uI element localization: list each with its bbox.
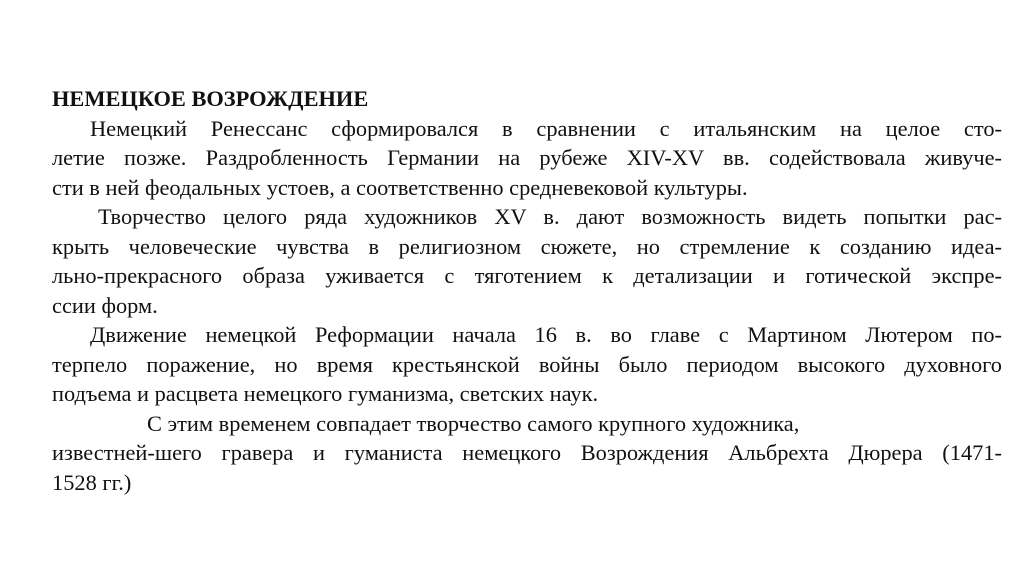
- paragraph-line: летие позже. Раздробленность Германии на рубеже XIV-XV вв. содействовала живуче-: [52, 145, 1002, 170]
- paragraph-line: терпело поражение, но время крестьянской войны было периодом высокого духовного: [52, 351, 1002, 377]
- paragraph-line: Движение немецкой Реформации начала 16 в. во главе с Мартином Лютером по-: [90, 322, 1002, 347]
- paragraph-line: льно-прекрасного образа уживается с тяготением к детализации и готической экспре-: [52, 263, 1002, 288]
- paragraph-line: подъема и расцвета немецкого гуманизма, светских наук.: [52, 381, 599, 406]
- paragraph-line: сти в ней феодальных устоев, а соответственно средневековой культуры.: [52, 174, 748, 200]
- paragraph-line: ссии форм.: [52, 292, 158, 318]
- paragraph-1: [52, 114, 1002, 203]
- section-heading: НЕМЕЦКОЕ ВОЗРОЖДЕНИЕ: [52, 86, 369, 111]
- paragraph-line: известней-шего гравера и гуманиста немецкого Возрождения Альбрехта Дюрера (1471-: [52, 440, 1002, 465]
- paragraph-line: Немецкий Ренессанс сформировался в сравнении с итальянским на целое сто-: [90, 115, 1002, 141]
- paragraph-3: [52, 320, 1002, 409]
- slide-text-block: [52, 84, 1002, 497]
- paragraph-line: 1528 гг.): [52, 469, 132, 495]
- paragraph-line: С этим временем совпадает творчество самого крупного художника,: [147, 410, 800, 436]
- paragraph-line: крыть человеческие чувства в религиозном сюжете, но стремление к созданию идеа-: [52, 233, 1002, 259]
- paragraph-4: [52, 409, 1002, 498]
- paragraph-line: Творчество целого ряда художников XV в. дают возможность видеть попытки рас-: [98, 204, 1002, 229]
- paragraph-2: [52, 202, 1002, 320]
